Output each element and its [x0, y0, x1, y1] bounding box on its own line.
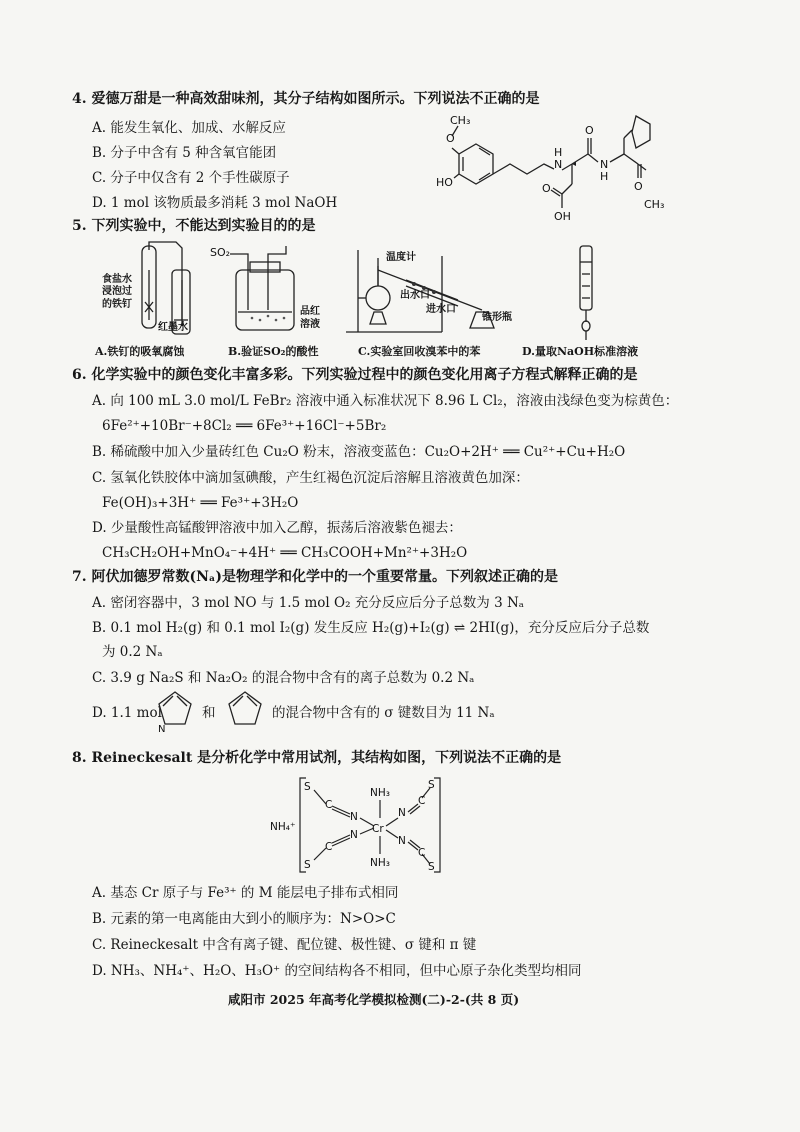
q8-label-s4: S	[428, 861, 435, 873]
q5-c-outlet-label: 出水口	[400, 290, 430, 301]
q8-label-nh4: NH₄⁺	[270, 821, 296, 833]
q8-label-c2: C	[325, 841, 333, 853]
q6-option-d-equation: CH₃CH₂OH+MnO₄⁻+4H⁺ ══ CH₃COOH+Mn²⁺+3H₂O	[102, 545, 468, 561]
q4-option-d: D. 1 mol 该物质最多消耗 3 mol NaOH	[92, 195, 338, 211]
q4-title: 4. 爱德万甜是一种高效甜味剂，其分子结构如图所示。下列说法不正确的是	[72, 91, 540, 107]
q4-label-o-ester: O	[634, 180, 643, 193]
q4-label-o-amide: O	[585, 124, 594, 137]
q5-b-solution-label-1: 品红	[300, 306, 320, 317]
q7-option-b: B. 0.1 mol H₂(g) 和 0.1 mol I₂(g) 发生反应 H₂(g)+I₂(g) ⇌ 2HI(g)，充分反应后分子总数	[92, 620, 650, 636]
q6-option-b: B. 稀硫酸中加入少量砖红色 Cu₂O 粉末，溶液变蓝色：Cu₂O+2H⁺ ══ Cu²⁺+Cu+H₂O	[92, 444, 626, 460]
q8-label-c3: C	[418, 795, 426, 807]
q8-label-nh3-top: NH₃	[370, 787, 390, 799]
q7-option-a: A. 密闭容器中，3 mol NO 与 1.5 mol O₂ 充分反应后分子总数为 3 Nₐ	[92, 595, 524, 611]
q8-option-a: A. 基态 Cr 原子与 Fe³⁺ 的 M 能层电子排布式相同	[92, 885, 399, 901]
q7-option-d-and: 和	[202, 705, 216, 721]
q4-label-ch3: CH₃	[450, 114, 471, 127]
q4-label-ch3-ester: CH₃	[644, 198, 665, 211]
q5-b-solution-label-2: 溶液	[300, 319, 320, 330]
page-footer: 咸阳市 2025 年高考化学模拟检测(二)-2-(共 8 页)	[228, 992, 520, 1007]
q6-option-d: D. 少量酸性高锰酸钾溶液中加入乙醇，振荡后溶液紫色褪去：	[92, 520, 462, 536]
q5-a-nail-label-3: 的铁钉	[102, 299, 132, 310]
q5-c-inlet-label: 进水口	[426, 304, 456, 315]
q5-caption-d: D.量取NaOH标准溶液	[522, 345, 639, 358]
q4-label-ho: HO	[436, 176, 453, 189]
q5-caption-c: C.实验室回收溴苯中的苯	[358, 345, 481, 358]
q7-option-d-prefix: D. 1.1 mol	[92, 705, 162, 721]
q5-c-thermometer-label: 温度计	[386, 252, 416, 263]
q7-pyrrole-ring	[154, 688, 196, 734]
q4-label-o-acid: O	[542, 182, 551, 195]
q4-label-n2: N	[600, 158, 609, 171]
q8-label-s3: S	[428, 779, 435, 791]
q4-label-nh-h: H	[554, 146, 563, 159]
q7-option-d-suffix: 的混合物中含有的 σ 键数目为 11 Nₐ	[272, 705, 495, 721]
q8-reinecke-structure	[270, 770, 470, 880]
q5-c-flask-label: 锥形瓶	[482, 312, 512, 323]
q8-label-n3: N	[398, 807, 406, 819]
q8-label-s1: S	[304, 781, 311, 793]
q4-option-c: C. 分子中仅含有 2 个手性碳原子	[92, 170, 290, 186]
q8-title: 8. Reineckesalt 是分析化学中常用试剂，其结构如图，下列说法不正确的是	[72, 750, 562, 766]
q4-label-h2: H	[600, 170, 609, 183]
q6-title: 6. 化学实验中的颜色变化丰富多彩。下列实验过程中的颜色变化用离子方程式解释正确的是	[72, 367, 638, 383]
q6-option-c: C. 氢氧化铁胶体中滴加氢碘酸，产生红褐色沉淀后溶解且溶液黄色加深：	[92, 470, 529, 486]
q7-title: 7. 阿伏加德罗常数(Nₐ)是物理学和化学中的一个重要常量。下列叙述正确的是	[72, 569, 559, 585]
q5-a-ink-label: 红墨水	[158, 322, 188, 333]
q7-pyrrole-n-label: N	[158, 724, 166, 734]
q4-label-oh: OH	[554, 210, 571, 223]
q8-label-c1: C	[325, 799, 333, 811]
q4-option-b: B. 分子中含有 5 种含氧官能团	[92, 145, 277, 161]
q4-label-o: O	[446, 132, 455, 145]
q4-label-nh-n: N	[554, 158, 563, 171]
q8-label-cr: Cr	[372, 823, 384, 835]
q7-option-c: C. 3.9 g Na₂S 和 Na₂O₂ 的混合物中含有的离子总数为 0.2 Nₐ	[92, 670, 475, 686]
q8-label-n4: N	[398, 835, 406, 847]
q8-label-n2: N	[350, 829, 358, 841]
q5-b-gas-label: SO₂	[210, 246, 231, 259]
q4-option-a: A. 能发生氧化、加成、水解反应	[92, 120, 286, 136]
q5-a-nail-label-2: 浸泡过	[102, 286, 132, 297]
q8-option-d: D. NH₃、NH₄⁺、H₂O、H₃O⁺ 的空间结构各不相同，但中心原子杂化类型均相同	[92, 963, 582, 979]
q8-label-c4: C	[418, 847, 426, 859]
q7-cyclopentadiene-ring	[224, 688, 266, 732]
q8-option-b: B. 元素的第一电离能由大到小的顺序为：N>O>C	[92, 911, 396, 927]
q5-apparatus-d	[562, 238, 612, 342]
q8-label-nh3-bottom: NH₃	[370, 857, 390, 869]
q5-title: 5. 下列实验中，不能达到实验目的的是	[72, 218, 316, 234]
q8-label-n1: N	[350, 811, 358, 823]
q6-option-a: A. 向 100 mL 3.0 mol/L FeBr₂ 溶液中通入标准状况下 8.96 L Cl₂，溶液由浅绿色变为棕黄色：	[92, 393, 679, 409]
q5-caption-b: B.验证SO₂的酸性	[228, 345, 319, 358]
q7-option-b-cont: 为 0.2 Nₐ	[102, 644, 163, 660]
q5-caption-a: A.铁钉的吸氧腐蚀	[95, 345, 185, 358]
q5-a-nail-label-1: 食盐水	[102, 274, 132, 285]
q8-label-s2: S	[304, 859, 311, 871]
q4-molecule-structure	[436, 112, 666, 234]
q6-option-a-equation: 6Fe²⁺+10Br⁻+8Cl₂ ══ 6Fe³⁺+16Cl⁻+5Br₂	[102, 418, 387, 434]
q8-option-c: C. Reineckesalt 中含有离子键、配位键、极性键、σ 键和 π 键	[92, 937, 477, 953]
q6-option-c-equation: Fe(OH)₃+3H⁺ ══ Fe³⁺+3H₂O	[102, 495, 299, 511]
